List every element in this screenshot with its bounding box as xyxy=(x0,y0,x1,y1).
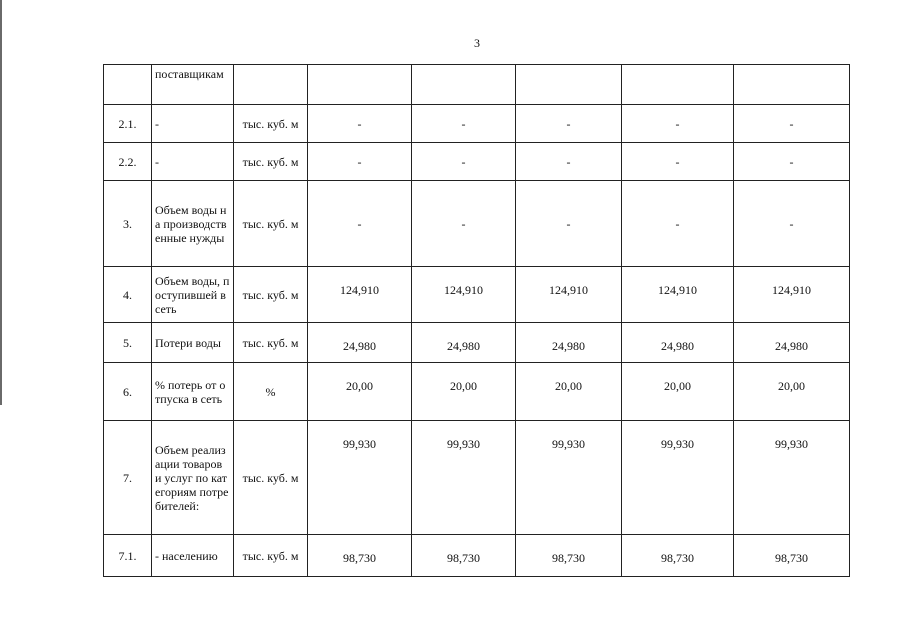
value-cell: - xyxy=(308,181,412,267)
row-name-cell xyxy=(152,323,234,363)
value-cell: - xyxy=(622,181,734,267)
value-cell: 124,910 xyxy=(734,267,850,323)
value-cell: 98,730 xyxy=(412,535,516,577)
value-cell: - xyxy=(412,143,516,181)
row-name-cell xyxy=(152,267,234,323)
row-name: Объем воды на производственные нужды xyxy=(155,202,227,245)
value-cell: 98,730 xyxy=(308,535,412,577)
row-name-cell xyxy=(152,181,234,267)
value-cell: - xyxy=(622,143,734,181)
row-unit: тыс. куб. м xyxy=(234,105,308,143)
value-cell xyxy=(734,65,850,105)
value-cell: - xyxy=(734,143,850,181)
value-cell: 20,00 xyxy=(734,363,850,421)
row-unit: тыс. куб. м xyxy=(234,535,308,577)
row-name-cell xyxy=(152,535,234,577)
row-name: - xyxy=(155,154,159,169)
value-cell: - xyxy=(308,143,412,181)
value-cell: 99,930 xyxy=(734,421,850,535)
row-number: 6. xyxy=(104,363,152,421)
value-cell: - xyxy=(308,105,412,143)
value-cell: - xyxy=(412,181,516,267)
table-body xyxy=(104,65,850,577)
value-cell: 99,930 xyxy=(308,421,412,535)
table-row xyxy=(104,65,850,105)
row-unit: тыс. куб. м xyxy=(234,323,308,363)
row-unit xyxy=(234,65,308,105)
value-cell: 99,930 xyxy=(622,421,734,535)
value-cell: 124,910 xyxy=(622,267,734,323)
row-number: 2.1. xyxy=(104,105,152,143)
row-name: % потерь от отпуска в сеть xyxy=(155,377,226,406)
value-cell: 98,730 xyxy=(622,535,734,577)
table-row xyxy=(104,143,850,181)
value-cell: 124,910 xyxy=(516,267,622,323)
row-number: 4. xyxy=(104,267,152,323)
value-cell: - xyxy=(622,105,734,143)
value-cell: - xyxy=(516,143,622,181)
row-number: 2.2. xyxy=(104,143,152,181)
value-cell: - xyxy=(734,105,850,143)
value-cell: 98,730 xyxy=(734,535,850,577)
value-cell: - xyxy=(516,105,622,143)
row-name: - населению xyxy=(155,548,218,563)
data-table xyxy=(103,64,850,577)
table-row xyxy=(104,105,850,143)
table-row xyxy=(104,535,850,577)
value-cell: - xyxy=(412,105,516,143)
value-cell: 24,980 xyxy=(308,323,412,363)
value-cell: 99,930 xyxy=(412,421,516,535)
value-cell: 124,910 xyxy=(412,267,516,323)
row-name: Объем реализации товаров и услуг по категориям потребителей: xyxy=(155,442,229,513)
value-cell: 20,00 xyxy=(622,363,734,421)
row-number: 7. xyxy=(104,421,152,535)
row-unit: тыс. куб. м xyxy=(234,143,308,181)
row-name: поставщикам xyxy=(155,67,224,81)
value-cell: 20,00 xyxy=(412,363,516,421)
row-name-cell xyxy=(152,105,234,143)
row-number: 7.1. xyxy=(104,535,152,577)
value-cell: 24,980 xyxy=(622,323,734,363)
value-cell: 124,910 xyxy=(308,267,412,323)
value-cell: 20,00 xyxy=(308,363,412,421)
row-unit: тыс. куб. м xyxy=(234,181,308,267)
scan-left-edge xyxy=(0,0,2,405)
value-cell xyxy=(412,65,516,105)
page-number: 3 xyxy=(474,36,480,50)
value-cell: 24,980 xyxy=(734,323,850,363)
table-row xyxy=(104,181,850,267)
row-name-cell xyxy=(152,421,234,535)
value-cell xyxy=(622,65,734,105)
row-name-cell xyxy=(152,65,234,105)
row-name-cell xyxy=(152,363,234,421)
value-cell: 99,930 xyxy=(516,421,622,535)
value-cell xyxy=(516,65,622,105)
row-name: Объем воды, поступившей в сеть xyxy=(155,273,230,316)
table-row xyxy=(104,323,850,363)
value-cell: - xyxy=(734,181,850,267)
row-name: - xyxy=(155,116,159,131)
value-cell: 98,730 xyxy=(516,535,622,577)
row-number: 5. xyxy=(104,323,152,363)
value-cell: 24,980 xyxy=(412,323,516,363)
row-number xyxy=(104,65,152,105)
table-row xyxy=(104,421,850,535)
table-row xyxy=(104,363,850,421)
value-cell: 20,00 xyxy=(516,363,622,421)
value-cell xyxy=(308,65,412,105)
table-row xyxy=(104,267,850,323)
row-number: 3. xyxy=(104,181,152,267)
value-cell: 24,980 xyxy=(516,323,622,363)
row-unit: тыс. куб. м xyxy=(234,421,308,535)
row-name: Потери воды xyxy=(155,335,221,350)
row-unit: % xyxy=(234,363,308,421)
row-unit: тыс. куб. м xyxy=(234,267,308,323)
value-cell: - xyxy=(516,181,622,267)
row-name-cell xyxy=(152,143,234,181)
